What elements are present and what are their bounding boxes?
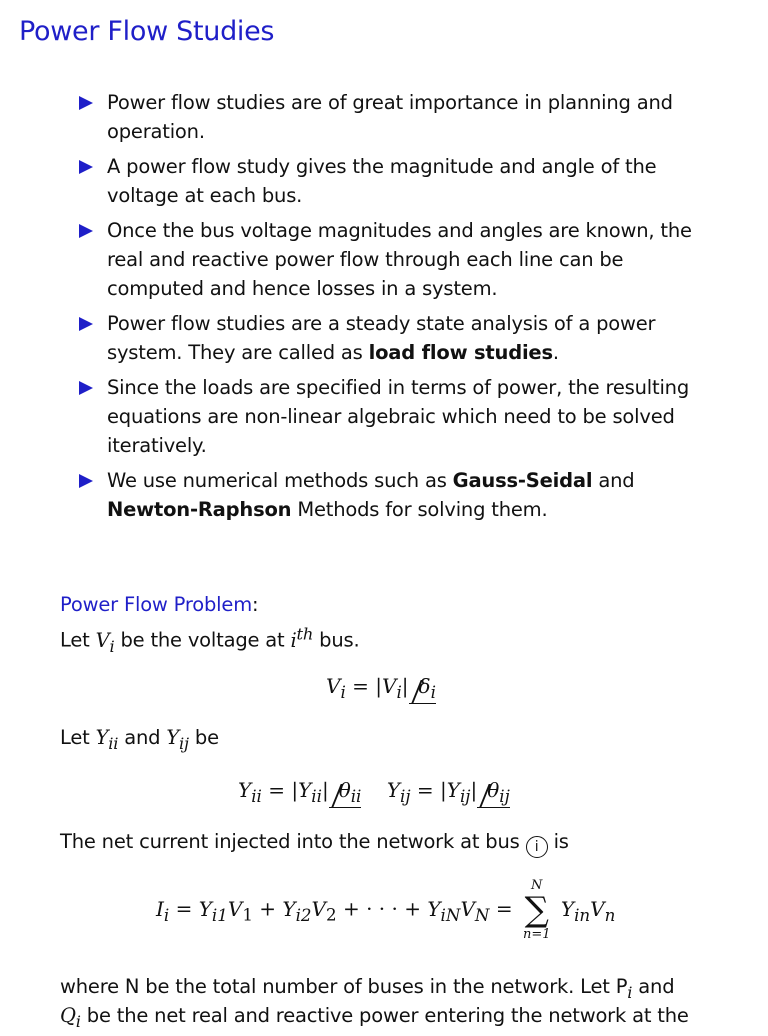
triangle-bullet-icon bbox=[79, 381, 93, 395]
bullet-item: We use numerical methods such as Gauss-Seidal and Newton-Raphson Methods for solving them. bbox=[78, 466, 718, 524]
page-title: Power Flow Studies bbox=[19, 16, 275, 47]
bullet-item: Once the bus voltage magnitudes and angles are known, the real and reactive power flow through each line can be computed and hence losses in a system. bbox=[78, 216, 718, 303]
bus-circle-label: i bbox=[526, 836, 548, 858]
bullet-item: Since the loads are specified in terms of power, the resulting equations are non-linear algebraic which need to be solved iteratively. bbox=[78, 373, 718, 460]
problem-heading-line: Power Flow Problem: bbox=[60, 593, 259, 616]
current-equation: $I_i = Y_{i1}V_1 + Y_{i2}V_2$ + · · · + $Y_{iN}V_N$ = N ∑ n=1 $Y_{in}V_n$ bbox=[156, 878, 616, 942]
problem-line-4: where N be the total number of buses in the network. Let $P_i$ and bbox=[60, 975, 675, 1002]
summation-symbol: N ∑ n=1 bbox=[522, 878, 551, 942]
problem-line-3: The net current injected into the network at bus i is bbox=[60, 827, 740, 858]
triangle-bullet-icon bbox=[79, 96, 93, 110]
bullet-item: Power flow studies are of great importance in planning and operation. bbox=[78, 88, 718, 146]
triangle-bullet-icon bbox=[79, 317, 93, 331]
bullet-list bbox=[78, 88, 718, 530]
problem-line-1: Let $V_i$ be the voltage at $i^{th}$ bus. bbox=[60, 624, 360, 656]
admittance-equation: $Y_{ii} = |Y_{ii}|$ $\theta_{ii}$ $Y_{ij} = |Y_{ij}|$ $\theta_{ij}$ bbox=[238, 778, 510, 806]
problem-heading: Power Flow Problem bbox=[60, 593, 252, 616]
voltage-equation: $V_i = |V_i|$ $\delta_i$ bbox=[326, 674, 436, 702]
triangle-bullet-icon bbox=[79, 160, 93, 174]
problem-line-2: Let $Y_{ii}$ and $Y_{ij}$ be bbox=[60, 726, 219, 753]
triangle-bullet-icon bbox=[79, 224, 93, 238]
problem-line-5: $Q_i$ be the net real and reactive power entering the network at the bbox=[60, 1004, 689, 1031]
triangle-bullet-icon bbox=[79, 474, 93, 488]
bullet-item: A power flow study gives the magnitude and angle of the voltage at each bus. bbox=[78, 152, 718, 210]
bullet-item: Power flow studies are a steady state analysis of a power system. They are called as load flow studies. bbox=[78, 309, 718, 367]
